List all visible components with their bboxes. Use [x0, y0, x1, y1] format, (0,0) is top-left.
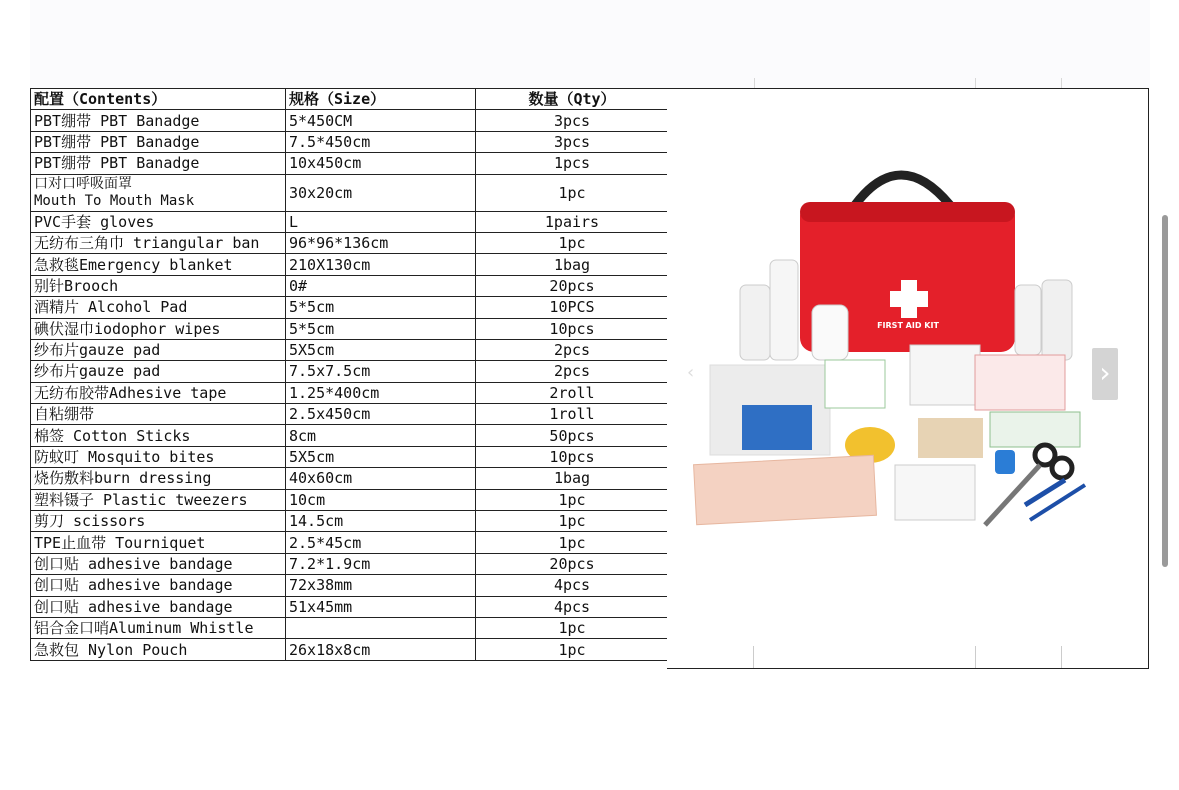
cell-size: 7.5*450cm	[286, 131, 476, 152]
cotton-sticks	[918, 418, 983, 458]
table-bottom-border	[667, 668, 1149, 669]
wipes-packet	[742, 405, 812, 450]
header-qty: 数量（Qty）	[476, 89, 669, 110]
table-row	[31, 297, 669, 318]
cell-qty: 1pc	[476, 639, 669, 660]
cell-contents: 塑料镊子 Plastic tweezers	[31, 489, 286, 510]
cell-qty: 20pcs	[476, 553, 669, 574]
cell-size: 210X130cm	[286, 254, 476, 275]
cell-contents: 烧伤敷料burn dressing	[31, 468, 286, 489]
cell-contents: 纱布片gauze pad	[31, 361, 286, 382]
cell-contents-line: Mouth To Mouth Mask	[34, 192, 195, 209]
cell-contents: PBT绷带 PBT Banadge	[31, 110, 286, 131]
table-row	[31, 153, 669, 174]
cell-contents: 创口贴 adhesive bandage	[31, 575, 286, 596]
table-row	[31, 404, 669, 425]
scrollbar[interactable]	[1162, 215, 1168, 567]
cell-qty: 2pcs	[476, 339, 669, 360]
cell-contents: 无纺布胶带Adhesive tape	[31, 382, 286, 403]
cell-size: 5X5cm	[286, 446, 476, 467]
table-row	[31, 425, 669, 446]
cell-qty: 1pairs	[476, 211, 669, 232]
cell-size: 30x20cm	[286, 174, 476, 211]
cell-contents: 棉签 Cotton Sticks	[31, 425, 286, 446]
burn-dressing	[975, 355, 1065, 410]
table-row	[31, 361, 669, 382]
table-row	[31, 275, 669, 296]
cell-size: 72x38mm	[286, 575, 476, 596]
chevron-right-icon[interactable]: ›	[1092, 348, 1118, 400]
cell-qty: 4pcs	[476, 596, 669, 617]
cell-qty: 2pcs	[476, 361, 669, 382]
cell-size: 1.25*400cm	[286, 382, 476, 403]
cell-qty: 1pcs	[476, 153, 669, 174]
cell-size: 40x60cm	[286, 468, 476, 489]
cell-contents	[31, 174, 286, 211]
adhesive-bandages	[694, 455, 877, 524]
table-row	[31, 382, 669, 403]
cell-qty: 50pcs	[476, 425, 669, 446]
cell-size: 5*5cm	[286, 297, 476, 318]
cell-qty: 1bag	[476, 468, 669, 489]
cell-size: 5*5cm	[286, 318, 476, 339]
spray-bottle	[1015, 285, 1041, 355]
cell-size: 5*450CM	[286, 110, 476, 131]
grid-line	[754, 78, 755, 88]
cell-qty: 1bag	[476, 254, 669, 275]
cell-contents: 铝合金口哨Aluminum Whistle	[31, 617, 286, 638]
bandage-roll	[740, 285, 770, 360]
bandage-roll	[770, 260, 798, 360]
bag-zipper	[800, 202, 1015, 222]
cell-contents: TPE止血带 Tourniquet	[31, 532, 286, 553]
cell-contents: 纱布片gauze pad	[31, 339, 286, 360]
cell-size: 14.5cm	[286, 511, 476, 532]
table-row	[31, 532, 669, 553]
table-row	[31, 211, 669, 232]
cell-qty: 1pc	[476, 511, 669, 532]
table-row	[31, 468, 669, 489]
table-row	[31, 489, 669, 510]
cell-qty: 1pc	[476, 174, 669, 211]
cell-qty: 10pcs	[476, 446, 669, 467]
grid-line	[975, 646, 976, 668]
grid-line	[1061, 646, 1062, 668]
whistle-icon	[995, 450, 1015, 474]
contents-table	[30, 88, 669, 661]
cell-size	[286, 617, 476, 638]
cell-qty: 20pcs	[476, 275, 669, 296]
cell-size: 26x18x8cm	[286, 639, 476, 660]
table-row	[31, 232, 669, 253]
cell-contents: 别针Brooch	[31, 275, 286, 296]
table-row	[31, 639, 669, 660]
grid-line	[975, 78, 976, 88]
table-row	[31, 511, 669, 532]
cell-contents: 酒精片 Alcohol Pad	[31, 297, 286, 318]
cell-qty: 1pc	[476, 532, 669, 553]
cell-size: 7.2*1.9cm	[286, 553, 476, 574]
cell-size: 10cm	[286, 489, 476, 510]
header-contents: 配置（Contents）	[31, 89, 286, 110]
cell-contents: 急救毯Emergency blanket	[31, 254, 286, 275]
table-row	[31, 318, 669, 339]
cell-contents: 创口贴 adhesive bandage	[31, 553, 286, 574]
cell-size: L	[286, 211, 476, 232]
cell-contents-line: 口对口呼吸面罩	[34, 175, 132, 192]
table-row	[31, 131, 669, 152]
cell-qty: 4pcs	[476, 575, 669, 596]
cell-size: 5X5cm	[286, 339, 476, 360]
sheet-top-area	[30, 0, 1150, 88]
table-row	[31, 174, 669, 211]
cell-contents: PBT绷带 PBT Banadge	[31, 131, 286, 152]
blanket-pack	[895, 465, 975, 520]
pad-packet	[825, 360, 885, 408]
cell-qty: 2roll	[476, 382, 669, 403]
cell-contents: 自粘绷带	[31, 404, 286, 425]
chevron-left-icon[interactable]: ‹	[687, 362, 695, 383]
bag-handle	[855, 175, 950, 205]
cell-size: 8cm	[286, 425, 476, 446]
cell-contents: 碘伏湿巾iodophor wipes	[31, 318, 286, 339]
table-row	[31, 254, 669, 275]
cell-qty: 1pc	[476, 232, 669, 253]
cell-qty: 1pc	[476, 489, 669, 510]
cell-qty: 3pcs	[476, 131, 669, 152]
bag-label: FIRST AID KIT	[877, 321, 939, 330]
cell-size: 0#	[286, 275, 476, 296]
cell-size: 96*96*136cm	[286, 232, 476, 253]
bandage-roll	[812, 305, 848, 360]
cell-contents: 剪刀 scissors	[31, 511, 286, 532]
table-row	[31, 446, 669, 467]
grid-line	[753, 646, 754, 668]
first-aid-kit-image	[690, 150, 1090, 550]
cell-size: 2.5*45cm	[286, 532, 476, 553]
cell-contents: 急救包 Nylon Pouch	[31, 639, 286, 660]
cell-contents: 无纺布三角巾 triangular ban	[31, 232, 286, 253]
table-row	[31, 575, 669, 596]
cell-qty: 1pc	[476, 617, 669, 638]
cell-qty: 10PCS	[476, 297, 669, 318]
grid-line	[1061, 78, 1062, 88]
cell-contents: 防蚊叮 Mosquito bites	[31, 446, 286, 467]
table-header-row	[31, 89, 669, 110]
cell-contents: PVC手套 gloves	[31, 211, 286, 232]
header-size: 规格（Size）	[286, 89, 476, 110]
table-row	[31, 553, 669, 574]
cell-size: 7.5x7.5cm	[286, 361, 476, 382]
spray-bottle	[1042, 280, 1072, 360]
cell-size: 10x450cm	[286, 153, 476, 174]
cell-contents: 创口贴 adhesive bandage	[31, 596, 286, 617]
table-row	[31, 339, 669, 360]
cell-qty: 1roll	[476, 404, 669, 425]
table-row	[31, 596, 669, 617]
cell-qty: 10pcs	[476, 318, 669, 339]
cell-contents: PBT绷带 PBT Banadge	[31, 153, 286, 174]
cell-qty: 3pcs	[476, 110, 669, 131]
table-row	[31, 110, 669, 131]
mosquito-pads	[990, 412, 1080, 447]
alcohol-pads	[910, 345, 980, 405]
cell-size: 51x45mm	[286, 596, 476, 617]
table-row	[31, 617, 669, 638]
cell-size: 2.5x450cm	[286, 404, 476, 425]
